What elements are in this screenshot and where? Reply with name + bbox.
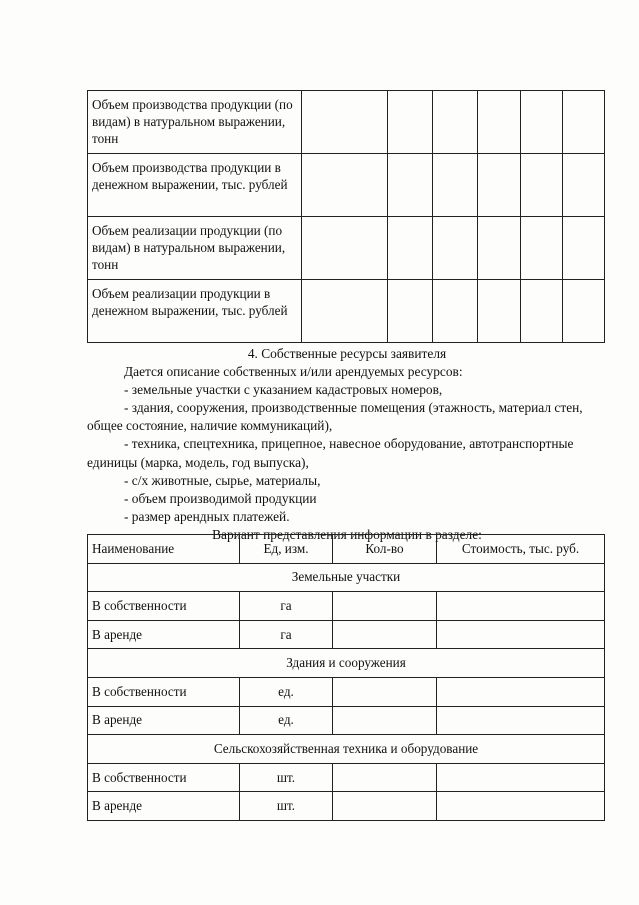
table-row bbox=[88, 280, 605, 343]
empty-cell bbox=[563, 91, 605, 154]
empty-cell bbox=[563, 217, 605, 280]
empty-cell bbox=[302, 280, 388, 343]
empty-cell bbox=[333, 792, 437, 821]
empty-cell bbox=[521, 217, 563, 280]
empty-cell bbox=[388, 91, 433, 154]
section-intro: Дается описание собственных и/или арендуемых ресурсов: bbox=[124, 364, 463, 380]
resources-table bbox=[87, 534, 605, 821]
empty-cell bbox=[478, 154, 521, 217]
empty-cell bbox=[388, 154, 433, 217]
empty-cell bbox=[302, 91, 388, 154]
row-name: В собственности bbox=[88, 592, 240, 621]
empty-cell bbox=[437, 792, 605, 821]
empty-cell bbox=[478, 91, 521, 154]
empty-cell bbox=[521, 91, 563, 154]
row-name: В аренде bbox=[88, 620, 240, 649]
table-caption: Вариант представления информации в разделе: bbox=[212, 526, 482, 542]
section-resources bbox=[87, 345, 607, 544]
empty-cell bbox=[433, 154, 478, 217]
row-name: В собственности bbox=[88, 677, 240, 706]
empty-cell bbox=[563, 280, 605, 343]
empty-cell bbox=[333, 620, 437, 649]
empty-cell bbox=[302, 154, 388, 217]
table-row bbox=[88, 154, 605, 217]
table-row bbox=[88, 217, 605, 280]
column-header: Ед, изм. bbox=[240, 535, 333, 564]
table-row bbox=[88, 592, 605, 621]
empty-cell bbox=[333, 592, 437, 621]
table-row bbox=[88, 677, 605, 706]
empty-cell bbox=[333, 763, 437, 792]
table-row bbox=[88, 620, 605, 649]
empty-cell bbox=[521, 280, 563, 343]
list-item: - размер арендных платежей. bbox=[124, 508, 290, 524]
group-row bbox=[88, 649, 605, 678]
empty-cell bbox=[521, 154, 563, 217]
table-row bbox=[88, 706, 605, 735]
group-title: Сельскохозяйственная техника и оборудование bbox=[88, 735, 605, 764]
empty-cell bbox=[478, 280, 521, 343]
row-unit: шт. bbox=[240, 763, 333, 792]
empty-cell bbox=[388, 217, 433, 280]
empty-cell bbox=[433, 91, 478, 154]
column-header: Наименование bbox=[88, 535, 240, 564]
empty-cell bbox=[333, 706, 437, 735]
group-title: Здания и сооружения bbox=[88, 649, 605, 678]
row-unit: ед. bbox=[240, 677, 333, 706]
row-name: В собственности bbox=[88, 763, 240, 792]
row-label: Объем производства продукции в денежном выражении, тыс. рублей bbox=[88, 154, 302, 217]
empty-cell bbox=[437, 763, 605, 792]
list-item: - объем производимой продукции bbox=[124, 490, 317, 506]
row-name: В аренде bbox=[88, 706, 240, 735]
empty-cell bbox=[563, 154, 605, 217]
section-heading: 4. Собственные ресурсы заявителя bbox=[247, 346, 447, 361]
row-label: Объем реализации продукции в денежном выражении, тыс. рублей bbox=[88, 280, 302, 343]
empty-cell bbox=[437, 677, 605, 706]
empty-cell bbox=[437, 706, 605, 735]
empty-cell bbox=[433, 217, 478, 280]
group-row bbox=[88, 563, 605, 592]
table-row bbox=[88, 763, 605, 792]
list-item: - с/х животные, сырье, материалы, bbox=[124, 472, 321, 488]
group-row bbox=[88, 735, 605, 764]
column-header: Кол-во bbox=[333, 535, 437, 564]
empty-cell bbox=[333, 677, 437, 706]
table-header-row bbox=[88, 535, 605, 564]
empty-cell bbox=[437, 620, 605, 649]
table-row bbox=[88, 91, 605, 154]
list-item: - земельные участки с указанием кадастровых номеров, bbox=[124, 382, 443, 398]
empty-cell bbox=[433, 280, 478, 343]
empty-cell bbox=[302, 217, 388, 280]
group-title: Земельные участки bbox=[88, 563, 605, 592]
table-row bbox=[88, 792, 605, 821]
empty-cell bbox=[388, 280, 433, 343]
production-table bbox=[87, 90, 605, 343]
empty-cell bbox=[437, 592, 605, 621]
row-label: Объем реализации продукции (по видам) в натуральном выражении, тонн bbox=[88, 217, 302, 280]
row-unit: шт. bbox=[240, 792, 333, 821]
empty-cell bbox=[478, 217, 521, 280]
list-item: - здания, сооружения, производственные помещения (этажность, материал стен, общее состояние, наличие коммуникаций), bbox=[87, 400, 583, 434]
column-header: Стоимость, тыс. руб. bbox=[437, 535, 605, 564]
list-item: - техника, спецтехника, прицепное, навесное оборудование, автотранспортные единицы (марка, модель, год выпуска), bbox=[87, 436, 574, 470]
row-unit: га bbox=[240, 592, 333, 621]
row-label: Объем производства продукции (по видам) в натуральном выражении, тонн bbox=[88, 91, 302, 154]
row-unit: ед. bbox=[240, 706, 333, 735]
row-unit: га bbox=[240, 620, 333, 649]
row-name: В аренде bbox=[88, 792, 240, 821]
